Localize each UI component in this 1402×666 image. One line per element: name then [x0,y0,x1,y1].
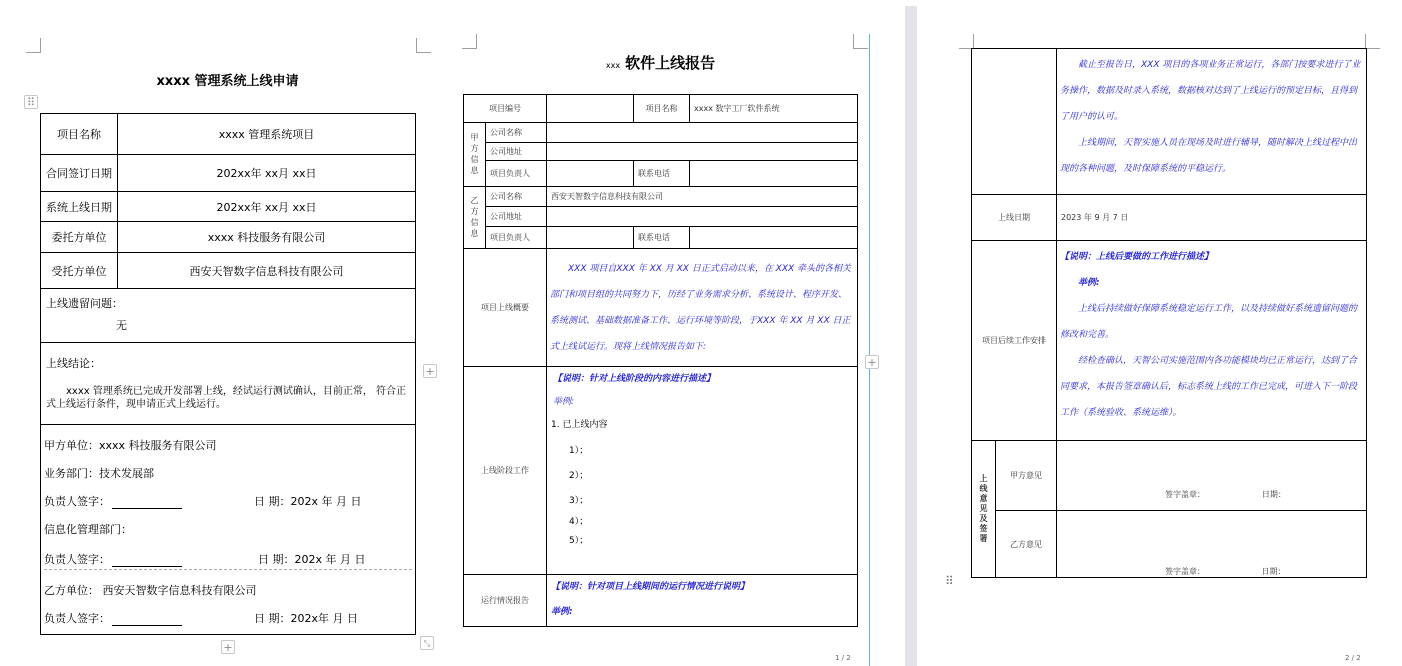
row-value[interactable]: 西安天智数字信息科技有限公司 [118,253,416,289]
date-label: 日期： [1261,567,1286,576]
phone-label: 联系电话 [634,161,690,187]
sign-label: 签字盖章： [1165,490,1205,499]
add-column-button[interactable]: + [423,364,437,378]
owner-label: 项目负责人 [486,227,547,249]
row-value[interactable]: 202xx年 xx月 xx日 [118,155,416,192]
summary-para-1[interactable]: 截止至报告日，XXX 项目的各项业务正常运行，各部门按要求进行了业务操作，数据及时录入系统，数据核对达到了上线运行的预定目标，且得到了用户的认可。 [1060,60,1361,122]
add-column-button[interactable]: + [865,355,879,369]
sub-item[interactable]: 1）； [569,446,589,456]
page1-table [40,113,416,635]
page-2 [455,0,903,666]
company-name-value[interactable] [547,123,858,143]
row-value[interactable]: xxxx 管理系统项目 [118,114,416,155]
page-edge [869,34,870,666]
run-note[interactable]: 【说明：针对项目上线期间的运行情况进行说明】 [551,582,750,592]
party-b-label: 乙方信息 [464,187,486,249]
date-field[interactable]: 日 期：202x 年 月 日 [254,495,362,508]
signature-line[interactable] [112,556,182,567]
table-handle-icon[interactable]: ⠿ [24,95,38,109]
row-value[interactable]: xxxx 科技服务有限公司 [118,222,416,253]
stage-item[interactable]: 1. 已上线内容 [551,420,608,430]
crop-mark [26,38,41,53]
issues-label: 上线遗留问题： [46,297,123,310]
phone-value[interactable] [690,161,858,187]
followup-para-1[interactable]: 上线后持续做好保障系统稳定运行工作，以及持续做好系统遗留问题的修改和完善。 [1060,304,1358,340]
sign-row-1 [44,493,412,509]
opinion-label: 上线意见及签署 [972,441,996,578]
crop-mark [959,34,974,49]
crop-mark [462,34,477,49]
page1-title: xxxx 管理系统上线申请 [156,74,299,89]
info-dept[interactable]: 信息化管理部门： [44,523,132,536]
party-b-unit[interactable]: 乙方单位： 西安天智数字信息科技有限公司 [44,584,257,597]
owner-value[interactable] [547,161,634,187]
business-dept[interactable]: 业务部门：技术发展部 [44,467,154,480]
signature-line[interactable] [112,498,182,509]
company-name-value[interactable]: 西安天智数字信息科技有限公司 [547,187,858,207]
followup-note[interactable]: 【说明：上线后要做的工作进行描述】 [1060,252,1214,262]
crop-mark [1365,34,1380,49]
party-b-sign-row [1165,566,1286,577]
company-name-label: 公司名称 [486,123,547,143]
sub-item[interactable]: 3）； [569,496,589,506]
company-name-label: 公司名称 [486,187,547,207]
run-example: 举例: [551,607,573,617]
sign-row-2 [44,551,412,570]
stage-note[interactable]: 【说明：针对上线阶段的内容进行描述】 [553,374,716,384]
issues-value[interactable]: 无 [116,319,127,332]
party-b-opinion-label: 乙方意见 [996,511,1057,578]
conclusion-label: 上线结论： [46,357,101,370]
conclusion-text[interactable]: xxxx 管理系统已完成开发部署上线，经试运行测试确认，目前正常， 符合正式上线运行条件，现申请正式上线运行。 [46,386,407,410]
continued-label-cell [972,49,1057,195]
sign-label: 负责人签字： [44,612,110,625]
date-label: 日期： [1261,490,1286,499]
page-number: 2 / 2 [1345,654,1361,662]
phone-label: 联系电话 [634,227,690,249]
company-addr-value[interactable] [547,143,858,161]
launch-date-label: 上线日期 [972,195,1057,241]
company-addr-label: 公司地址 [486,207,547,227]
example-label: 举例: [553,397,575,407]
date-field[interactable]: 日 期：202x年 月 日 [254,612,358,625]
resize-handle-icon[interactable]: ⤡ [420,636,434,650]
party-a-unit[interactable]: 甲方单位：xxxx 科技服务有限公司 [44,439,217,452]
page-gap [905,6,917,666]
party-a-opinion-label: 甲方意见 [996,441,1057,511]
summary-para-2[interactable]: 上线期间，天智实施人员在现场及时进行辅导，随时解决上线过程中出现的各种问题，及时保障系统的平稳运行。 [1060,138,1358,174]
owner-value[interactable] [547,227,634,249]
sign-row-3 [44,610,412,626]
row-label: 系统上线日期 [41,192,118,222]
page2-table [463,94,858,627]
row-label: 项目名称 [41,114,118,155]
page-3 [925,0,1402,666]
row-label: 受托方单位 [41,253,118,289]
add-row-button[interactable]: + [221,640,235,654]
crop-mark [853,34,868,49]
followup-example: 举例: [1078,278,1100,288]
page-1 [0,0,450,666]
date-field[interactable]: 日 期：202x 年 月 日 [258,553,366,566]
crop-mark [416,38,431,53]
sub-item[interactable]: 4）； [569,517,589,527]
page3-table [971,48,1367,578]
row-value[interactable]: 202xx年 xx月 xx日 [118,192,416,222]
launch-date-value[interactable]: 2023 年 9 月 7 日 [1057,195,1367,241]
project-name-value[interactable]: xxxx 数字工厂软件系统 [690,95,858,123]
phone-value[interactable] [690,227,858,249]
run-label: 运行情况报告 [464,575,547,627]
row-label: 委托方单位 [41,222,118,253]
company-addr-value[interactable] [547,207,858,227]
overview-label: 项目上线概要 [464,249,547,367]
sign-label: 负责人签字： [44,553,110,566]
project-name-label: 项目名称 [634,95,690,123]
party-a-opinion-value[interactable] [1057,441,1367,511]
overview-text[interactable]: XXX 项目自XXX 年 XX 月 XX 日正式启动以来，在 XXX 牵头的各相关部门和项目组的共同努力下，历经了业务需求分析、系统设计、程序开发、系统测试、基础数据准备工作、运行环境等阶段，于XXX 年 XX 月 XX 日正式上线试运行。现将上线情况报告如下: [547,249,858,367]
party-a-label: 甲方信息 [464,123,486,187]
sign-label: 负责人签字： [44,495,110,508]
followup-label: 项目后续工作安排 [972,241,1057,441]
sub-item[interactable]: 2）； [569,471,589,481]
signature-line[interactable] [112,615,182,626]
project-no-label: 项目编号 [464,95,547,123]
sub-item[interactable]: 5）； [569,536,589,546]
page-number: 1 / 2 [835,654,851,662]
company-addr-label: 公司地址 [486,143,547,161]
stage-label: 上线阶段工作 [464,367,547,575]
sign-label: 签字盖章： [1165,567,1205,576]
page2-title: xxx 软件上线报告 [605,54,716,72]
followup-para-2[interactable]: 经检查确认，天智公司实施范围内各功能模块均已正常运行，达到了合同要求，本报告签章确认后，标志系统上线的工作已完成，可进入下一阶段工作（系统验收、系统运维）。 [1060,356,1358,418]
row-label: 合同签订日期 [41,155,118,192]
project-no-value[interactable] [547,95,634,123]
drag-handle-icon[interactable]: ⠿ [945,574,954,588]
owner-label: 项目负责人 [486,161,547,187]
